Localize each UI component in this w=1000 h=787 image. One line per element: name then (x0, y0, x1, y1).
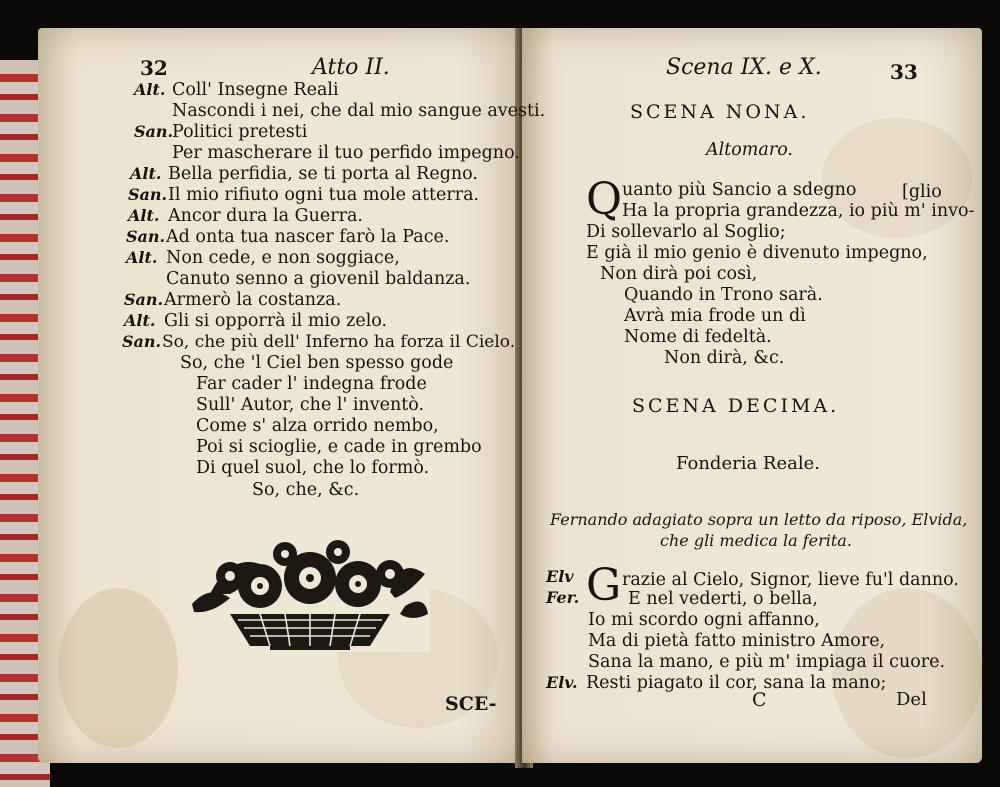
running-head-left: Atto II. (312, 55, 390, 80)
scene-title-nona: SCENA NONA. (630, 101, 810, 123)
speaker-label: San. (126, 227, 166, 246)
drop-capital: Q (586, 174, 623, 225)
verse-line: Sull' Autor, che l' inventò. (196, 395, 425, 415)
signature-mark: C (752, 689, 767, 711)
verse-line: uanto più Sancio a sdegno (622, 180, 857, 200)
verse-line: Resti piagato il cor, sana la mano; (586, 673, 887, 693)
speaker-label: San. (122, 332, 162, 351)
verse-line: Ad onta tua nascer farò la Pace. (166, 227, 450, 247)
catchword-right: Del (896, 689, 927, 710)
verse-line: E già il mio genio è divenuto impegno, (586, 243, 928, 263)
character-name: Altomaro. (706, 140, 793, 160)
flower-basket-woodcut-icon (190, 534, 430, 652)
verse-line: Di quel suol, che lo formò. (196, 458, 430, 478)
verse-line: Ancor dura la Guerra. (168, 206, 363, 226)
verse-line: Nascondi i nei, che dal mio sangue avesti. (172, 101, 546, 121)
verse-line: E nel vederti, o bella, (628, 589, 818, 609)
verse-line: Canuto senno a giovenil baldanza. (166, 269, 471, 289)
verse-line: Di sollevarlo al Soglio; (586, 222, 786, 242)
speaker-label: Alt. (130, 164, 162, 183)
verse-line: Coll' Insegne Reali (172, 80, 339, 100)
stage-direction-line: che gli medica la ferita. (660, 531, 852, 550)
scene-title-decima: SCENA DECIMA. (632, 395, 840, 417)
verse-line: Armerò la costanza. (164, 290, 342, 310)
running-head-right: Scena IX. e X. (666, 55, 822, 80)
verse-line: Gli si opporrà il mio zelo. (164, 311, 388, 331)
speaker-label: Alt. (128, 206, 160, 225)
verse-line: Non cede, e non soggiace, (166, 248, 400, 268)
verse-line: Far cader l' indegna frode (196, 374, 427, 394)
verse-refrain: Non dirà, &c. (664, 348, 785, 368)
verse-line: Bella perfidia, se ti porta al Regno. (168, 164, 478, 184)
verse-line: Il mio rifiuto ogni tua mole atterra. (168, 185, 480, 205)
verse-line: Quando in Trono sarà. (624, 285, 823, 305)
verse-line: Politici pretesti (172, 122, 308, 142)
speaker-label: San. (128, 185, 168, 204)
speaker-label: San. (124, 290, 164, 309)
page-number-left: 32 (140, 56, 168, 80)
speaker-label: Alt. (124, 311, 156, 330)
page-number-right: 33 (890, 60, 918, 84)
verse-line: Avrà mia frode un dì (624, 306, 806, 326)
speaker-label: Alt. (126, 248, 158, 267)
stage-direction-line: Fernando adagiato sopra un letto da riposo, Elvida, (550, 510, 968, 529)
verse-line: So, che più dell' Inferno ha forza il Cielo. (162, 332, 516, 352)
verse-line: Non dirà poi così, (600, 264, 758, 284)
speaker-label: Fer. (546, 588, 580, 607)
verse-overflow: [glio (902, 182, 942, 202)
speaker-label: Alt. (134, 80, 166, 99)
scene-setting: Fonderia Reale. (676, 453, 820, 474)
verse-line: Sana la mano, e più m' impiaga il cuore. (588, 652, 946, 672)
speaker-label: San. (134, 122, 174, 141)
speaker-label: Elv (546, 567, 574, 586)
paper-stain (58, 588, 178, 748)
verse-line: Per mascherare il tuo perfido impegno. (172, 143, 520, 163)
verse-line: So, che 'l Ciel ben spesso gode (180, 353, 454, 373)
verse-line: Poi si scioglie, e cade in grembo (196, 437, 482, 457)
verse-line: razie al Cielo, Signor, lieve fu'l danno. (622, 570, 959, 590)
verse-line: Ma di pietà fatto ministro Amore, (588, 631, 886, 651)
verse-line: Io mi scordo ogni affanno, (588, 610, 820, 630)
speaker-label: Elv. (546, 673, 578, 692)
verse-line: Nome di fedeltà. (624, 327, 772, 347)
drop-capital: G (586, 560, 622, 611)
verse-line: Ha la propria grandezza, io più m' invo- (622, 201, 975, 221)
catchword-left: SCE- (445, 693, 497, 715)
verse-line: Come s' alza orrido nembo, (196, 416, 439, 436)
verse-refrain: So, che, &c. (252, 480, 360, 500)
